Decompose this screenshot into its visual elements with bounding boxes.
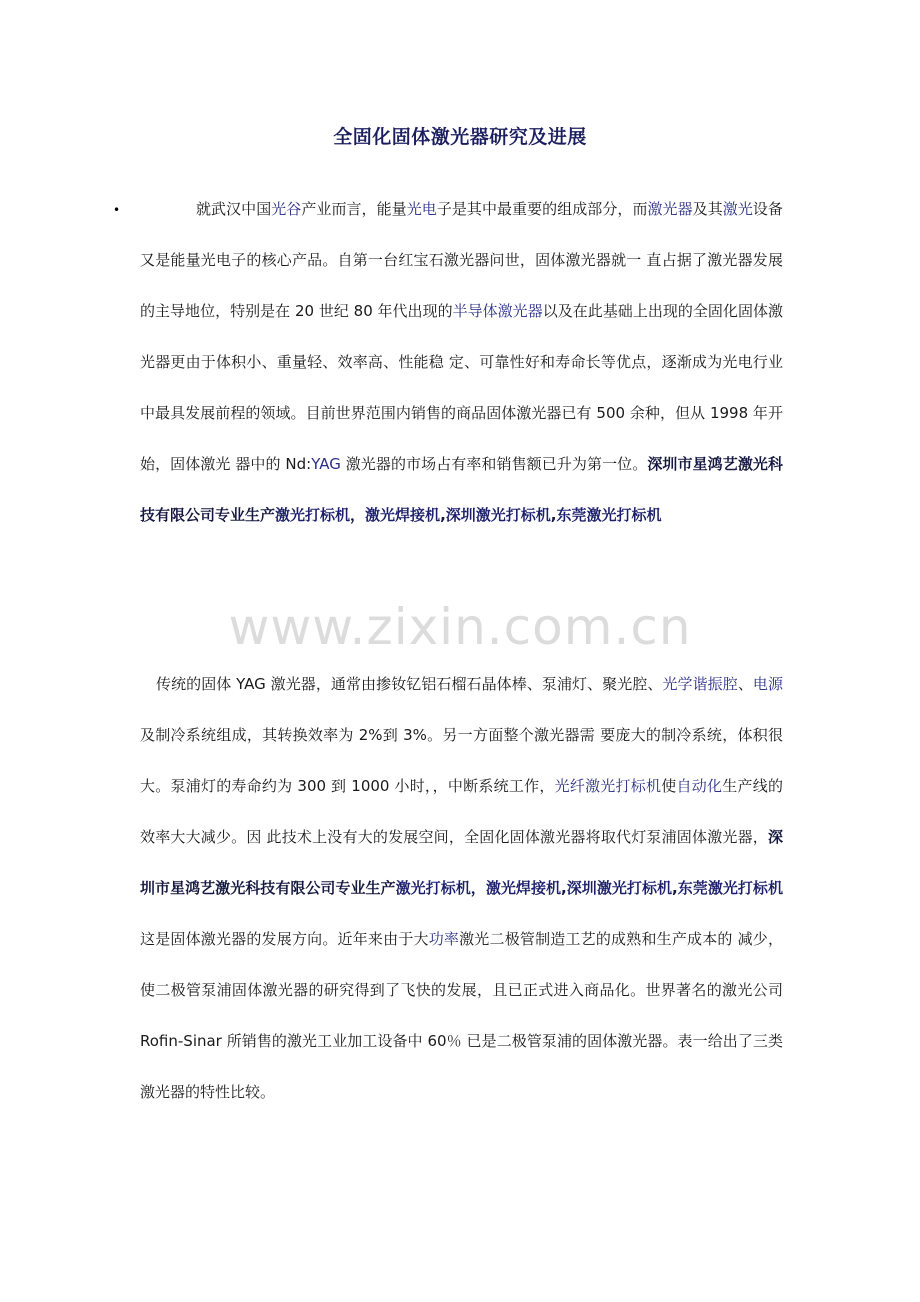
link-shenzhen-laser-marking[interactable]: 深圳激光打标机 bbox=[445, 506, 551, 524]
text-run: 及其 bbox=[692, 200, 723, 218]
link-dongguan-laser-marking[interactable]: 东莞激光打标机 bbox=[677, 879, 783, 897]
text-run: 激光器的市场占有率和销售额已升为第一位。 bbox=[340, 455, 648, 473]
separator: , bbox=[440, 506, 446, 524]
link-laser-marking-machine[interactable]: 激光打标机 bbox=[395, 879, 471, 897]
separator: , bbox=[672, 879, 678, 897]
link-guanggu[interactable]: 光谷 bbox=[271, 200, 302, 218]
link-laser-marking-machine[interactable]: 激光打标机 bbox=[275, 506, 351, 524]
list-bullet: • bbox=[113, 203, 121, 217]
link-power-supply[interactable]: 电源 bbox=[752, 675, 783, 693]
text-run: 设备又是能量光电子的核心产品。自第一台红宝石激光器问世，固体激光器就一 直占据了激光器发展的主导地位，特别是在 20 世纪 80 年代出现的 bbox=[140, 200, 783, 320]
text-run: 激光二极管制造工艺的成熟和生产成本的 减少，使二极管泵浦固体激光器的研究得到了飞快的发展，且已正式进入商品化。世界著名的激光公司 Rofin-Sinar 所销售的激光工业加工设备中 60％ 已是二极管泵浦的固体激光器。表一给出了三类激光器的特性比较。 bbox=[140, 930, 783, 1101]
watermark-text: www.zixin.com.cn bbox=[228, 598, 692, 656]
link-laser-welding-machine[interactable]: 激光焊接机 bbox=[485, 879, 562, 897]
link-fiber-laser-marking[interactable]: 光纤激光打标机 bbox=[554, 777, 662, 795]
separator: , bbox=[561, 879, 567, 897]
link-yag[interactable]: YAG bbox=[311, 455, 341, 473]
link-laser-equipment[interactable]: 激光 bbox=[722, 200, 753, 218]
separator: ， bbox=[470, 879, 486, 897]
link-power[interactable]: 功率 bbox=[428, 930, 460, 948]
text-run: 产业而言，能量 bbox=[301, 200, 407, 218]
text-run: 以及在此基础上出现的全固化固体激光器更由于体积小、重量轻、效率高、性能稳 定、可靠性好和寿命长等优点，逐渐成为光电行业中最具发展前程的领域。目前世界范围内销售的商品固体激光器已有 500 余种，但从 1998 年开始，固体激光 器中的 Nd: bbox=[140, 302, 783, 473]
link-semiconductor-laser[interactable]: 半导体激光器 bbox=[452, 302, 543, 320]
paragraph-2 bbox=[140, 659, 783, 1118]
link-laser-welding-machine[interactable]: 激光焊接机 bbox=[365, 506, 441, 524]
link-shenzhen-laser-marking[interactable]: 深圳激光打标机 bbox=[566, 879, 673, 897]
link-laser[interactable]: 激光器 bbox=[647, 200, 693, 218]
link-optical-resonator[interactable]: 光学谐振腔 bbox=[662, 675, 738, 693]
text-run: 使 bbox=[661, 777, 677, 795]
link-guangdian[interactable]: 光电 bbox=[406, 200, 437, 218]
text-run: 子是其中最重要的组成部分，而 bbox=[436, 200, 648, 218]
text-run: 生产线的效率大大减少。因 此技术上没有大的发展空间，全固化固体激光器将取代灯泵浦固体激光器， bbox=[140, 777, 783, 846]
text-run: 就武汉中国 bbox=[196, 200, 272, 218]
text-run: 及制冷系统组成，其转换效率为 2%到 3%。另一方面整个激光器需 要庞大的制冷系统，体积很大。泵浦灯的寿命约为 300 到 1000 小时，，中断系统工作， bbox=[140, 726, 783, 795]
text-run: 、 bbox=[737, 675, 753, 693]
document-title: 全固化固体激光器研究及进展 bbox=[333, 126, 587, 148]
separator: , bbox=[550, 506, 557, 524]
link-automation[interactable]: 自动化 bbox=[676, 777, 723, 795]
text-run: 传统的固体 YAG 激光器，通常由掺钕钇铝石榴石晶体棒、泵浦灯、聚光腔、 bbox=[156, 675, 663, 693]
separator: ， bbox=[350, 506, 366, 524]
link-dongguan-laser-marking[interactable]: 东莞激光打标机 bbox=[556, 506, 662, 524]
company-name: 深圳市星鸿艺激光科技有限公司专业生产 bbox=[140, 828, 783, 897]
text-run: 这是固体激光器的发展方向。近年来由于大 bbox=[140, 930, 429, 948]
company-name: 深圳市星鸿艺激光科技有限公司专业生产 bbox=[140, 455, 783, 524]
paragraph-1 bbox=[140, 184, 783, 541]
